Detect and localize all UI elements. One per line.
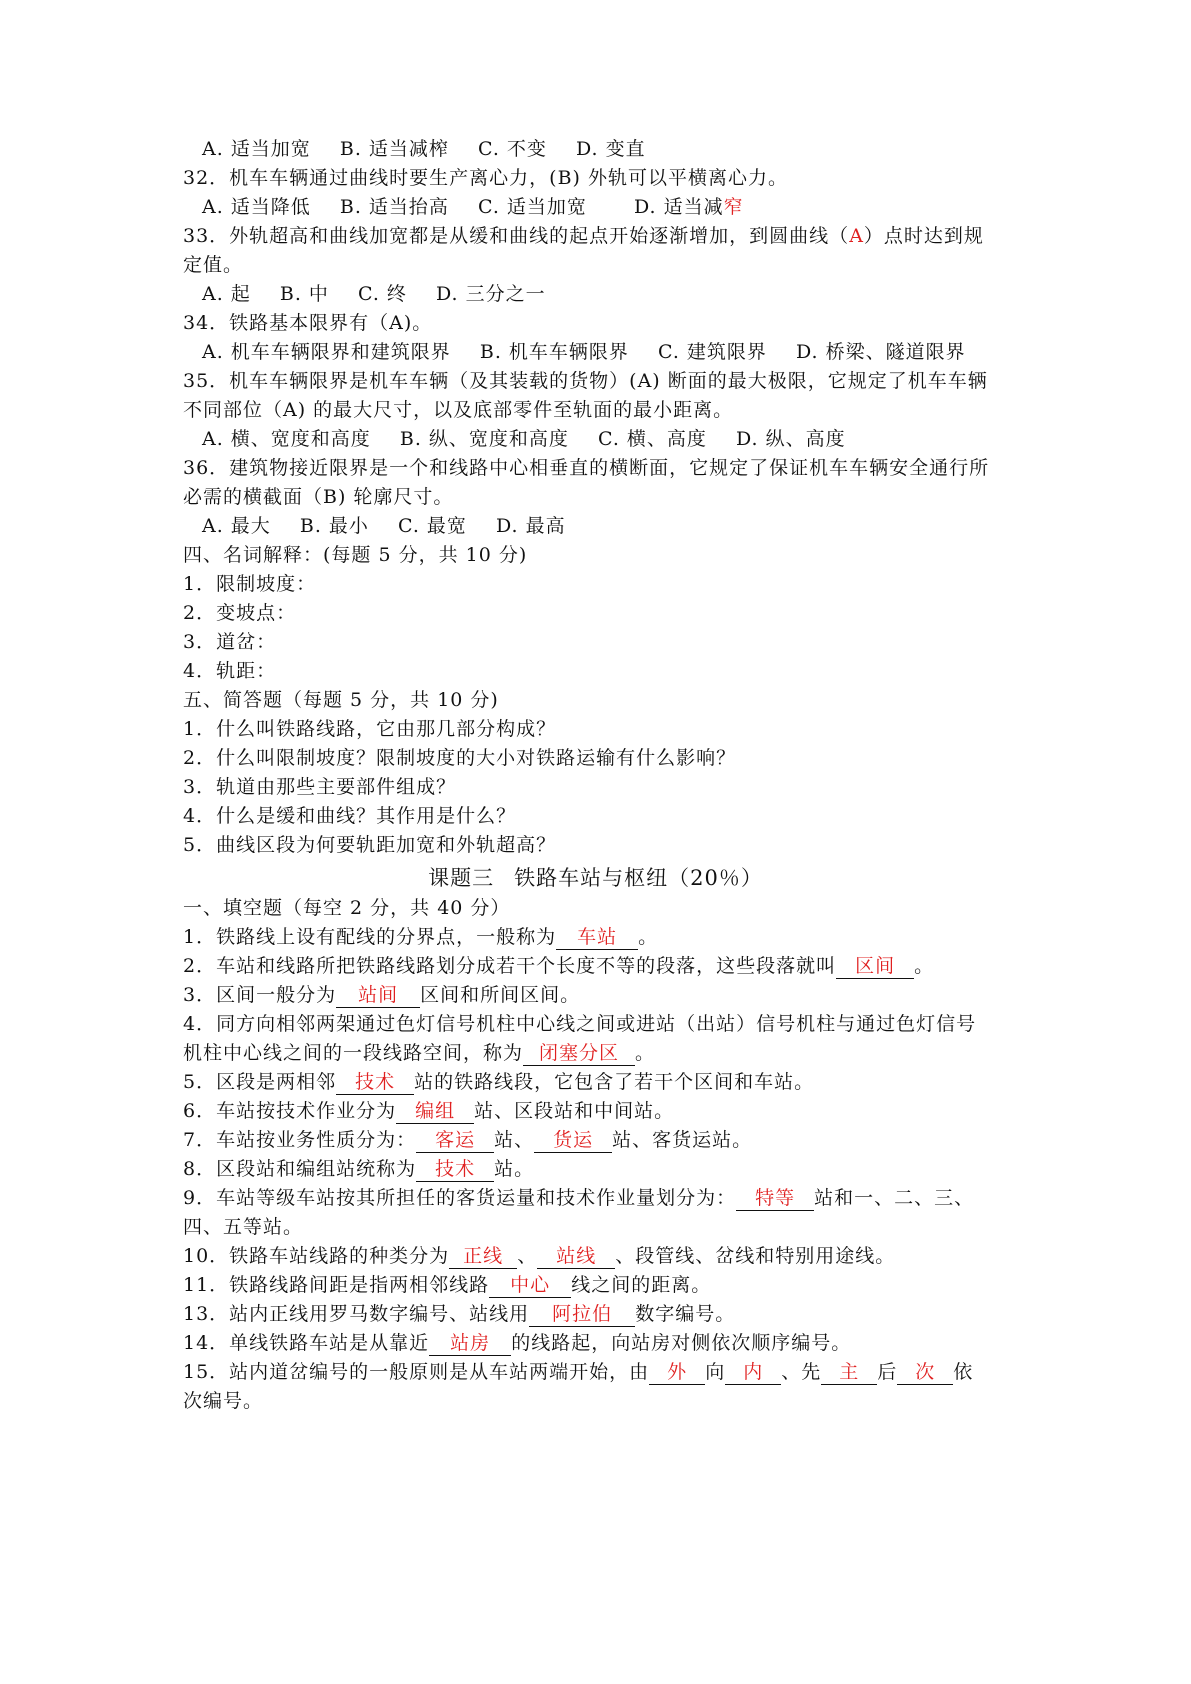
q35-option-d: D. 纵、高度	[735, 428, 846, 450]
q34-question: 34．铁路基本限界有（A)。	[183, 312, 433, 334]
fill-15-blank-4	[897, 1360, 953, 1385]
section5-item-1: 1．什么叫铁路线路，它由那几部分构成？	[183, 718, 557, 740]
q33-answer: A	[849, 225, 864, 247]
q31-option-c: C. 不变	[477, 138, 547, 160]
fill-13-answer: 阿拉伯	[552, 1303, 613, 1325]
fill-item-4-line2	[183, 1038, 1023, 1069]
fill-11-answer: 中心	[510, 1274, 551, 1296]
q32-option-b: B. 适当抬高	[339, 196, 449, 218]
q33-text-pre: 33．外轨超高和曲线加宽都是从缓和曲线的起点开始逐渐增加，到圆曲线（	[183, 225, 850, 247]
fill-10-blank-2	[537, 1244, 615, 1269]
fill-item-14	[183, 1328, 1023, 1359]
section5-item-2: 2．什么叫限制坡度？限制坡度的大小对铁路运输有什么影响？	[183, 747, 737, 769]
fill-10-answer-2: 站线	[556, 1245, 597, 1267]
q36-option-b: B. 最小	[299, 515, 369, 537]
fill-3-answer: 站间	[358, 984, 399, 1006]
fill-2-end: 。	[914, 955, 935, 977]
fill-11-end: 线之间的距离。	[571, 1274, 712, 1296]
fill-3-blank	[336, 983, 420, 1008]
fill-item-4-line1: 4．同方向相邻两架通过色灯信号机柱中心线之间或进站（出站）信号机柱与通过色灯信号	[183, 1013, 977, 1035]
fill-7-answer-1: 客运	[435, 1129, 476, 1151]
fill-2-answer: 区间	[855, 955, 896, 977]
fill-5-blank	[336, 1070, 414, 1095]
q34-option-d: D. 桥梁、隧道限界	[795, 341, 966, 363]
q33-text-post: ）点时达到规	[863, 225, 984, 247]
q35-option-b: B. 纵、宽度和高度	[399, 428, 569, 450]
q35-option-a: A. 横、宽度和高度	[202, 428, 371, 450]
q35-option-c: C. 横、高度	[597, 428, 707, 450]
fill-15-answer-2: 内	[743, 1361, 764, 1383]
fill-8-end: 站。	[494, 1158, 535, 1180]
fill-1-blank	[556, 925, 638, 950]
fill-15-answer-3: 主	[839, 1361, 860, 1383]
fill-4-answer: 闭塞分区	[539, 1042, 620, 1064]
section5-heading: 五、简答题（每题 5 分，共 10 分)	[183, 689, 499, 711]
fill-4-blank	[523, 1041, 635, 1066]
fill-item-10	[183, 1241, 1023, 1272]
fill-item-13	[183, 1299, 1023, 1330]
fill-item-6	[183, 1096, 1023, 1127]
q33-question-line2: 定值。	[183, 254, 244, 276]
fill-15-blank-1	[649, 1360, 705, 1385]
q36-option-a: A. 最大	[202, 515, 271, 537]
fill-5-answer: 技术	[355, 1071, 396, 1093]
fill-5-end: 站的铁路线段，它包含了若干个区间和车站。	[414, 1071, 815, 1093]
fill-14-answer: 站房	[450, 1332, 491, 1354]
fill-10-blank-1	[449, 1244, 517, 1269]
fill-14-text: 14．单线铁路车站是从靠近	[183, 1332, 430, 1354]
q36-option-c: C. 最宽	[397, 515, 467, 537]
fill-item-9-line2: 四、五等站。	[183, 1216, 304, 1238]
fill-6-answer: 编组	[415, 1100, 456, 1122]
fill-10-answer-1: 正线	[463, 1245, 504, 1267]
fill-7-end: 站、客货运站。	[612, 1129, 753, 1151]
fill-item-8	[183, 1154, 1023, 1185]
q31-options	[202, 134, 1042, 165]
fill-10-text: 10．铁路车站线路的种类分为	[183, 1245, 450, 1267]
fill-2-text: 2．车站和线路所把铁路线路划分成若干个长度不等的段落，这些段落就叫	[183, 955, 837, 977]
fill-14-end: 的线路起，向站房对侧依次顺序编号。	[511, 1332, 852, 1354]
section4-heading: 四、名词解释：(每题 5 分，共 10 分)	[183, 544, 528, 566]
fill-15-answer-1: 外	[667, 1361, 688, 1383]
section4-item-2: 2．变坡点：	[183, 602, 297, 624]
topic3-title	[0, 862, 1191, 894]
fill-15-text: 15．站内道岔编号的一般原则是从车站两端开始，由	[183, 1361, 650, 1383]
fill-8-blank	[416, 1157, 494, 1182]
fill-6-end: 站、区段站和中间站。	[474, 1100, 675, 1122]
q34-option-a: A. 机车车辆限界和建筑限界	[202, 341, 451, 363]
q32-options	[202, 192, 1042, 223]
fill-4-end: 。	[635, 1042, 656, 1064]
fill-3-text: 3．区间一般分为	[183, 984, 337, 1006]
fill-item-1	[183, 922, 1023, 953]
topic3-name: 铁路车站与枢纽（20％）	[514, 866, 763, 890]
q33-option-c: C. 终	[357, 283, 407, 305]
fill-7-blank-2	[534, 1128, 612, 1153]
q36-options	[202, 511, 1042, 542]
fill-1-answer: 车站	[577, 926, 618, 948]
fill-9-text: 9．车站等级车站按其所担任的客货运量和技术作业量划分为：	[183, 1187, 737, 1209]
q33-question-line1	[183, 221, 1023, 252]
fill-15-mid-1: 向	[705, 1361, 726, 1383]
fill-13-text: 13．站内正线用罗马数字编号、站线用	[183, 1303, 530, 1325]
fill-item-15	[183, 1357, 1023, 1388]
q36-option-d: D. 最高	[495, 515, 566, 537]
q32-option-a: A. 适当降低	[202, 196, 311, 218]
topic3-label: 课题三	[428, 866, 495, 890]
fill-15-answer-4: 次	[915, 1361, 936, 1383]
fill-7-blank-1	[416, 1128, 494, 1153]
fill-3-end: 区间和所间区间。	[420, 984, 581, 1006]
section4-item-4: 4．轨距：	[183, 660, 277, 682]
q32-option-d-text: D. 适当减	[633, 196, 724, 218]
q34-option-b: B. 机车车辆限界	[479, 341, 629, 363]
fill-15-blank-3	[821, 1360, 877, 1385]
q33-option-b: B. 中	[279, 283, 329, 305]
fill-2-blank	[836, 954, 914, 979]
q33-option-a: A. 起	[202, 283, 251, 305]
fill-7-text: 7．车站按业务性质分为：	[183, 1129, 417, 1151]
fill-9-answer: 特等	[755, 1187, 796, 1209]
section5-item-3: 3．轨道由那些主要部件组成？	[183, 776, 457, 798]
fill-13-blank	[529, 1302, 635, 1327]
fill-item-11	[183, 1270, 1023, 1301]
q32-question: 32．机车车辆通过曲线时要生产离心力，(B) 外轨可以平横离心力。	[183, 167, 789, 189]
q33-options	[202, 279, 1042, 310]
q32-option-d	[634, 196, 744, 218]
q32-option-d-answer: 窄	[723, 196, 744, 218]
q34-options	[202, 337, 1042, 368]
fill-15-blank-2	[725, 1360, 781, 1385]
fill-8-text: 8．区段站和编组站统称为	[183, 1158, 417, 1180]
q34-option-c: C. 建筑限界	[657, 341, 767, 363]
section5-item-5: 5．曲线区段为何要轨距加宽和外轨超高？	[183, 834, 557, 856]
fill-13-end: 数字编号。	[635, 1303, 736, 1325]
q35-question-line2: 不同部位（A) 的最大尺寸，以及底部零件至轨面的最小距离。	[183, 399, 734, 421]
fill-1-text: 1．铁路线上设有配线的分界点，一般称为	[183, 926, 557, 948]
fill-5-text: 5．区段是两相邻	[183, 1071, 337, 1093]
fill-15-mid-3: 后	[877, 1361, 898, 1383]
fill-11-blank	[489, 1273, 571, 1298]
q35-question-line1: 35．机车车辆限界是机车车辆（及其装载的货物）(A) 断面的最大极限，它规定了机车车辆	[183, 370, 988, 392]
q36-question-line1: 36．建筑物接近限界是一个和线路中心相垂直的横断面，它规定了保证机车车辆安全通行所	[183, 457, 990, 479]
fill-7-answer-2: 货运	[553, 1129, 594, 1151]
fill-15-end: 依	[953, 1361, 974, 1383]
fill-item-5	[183, 1067, 1023, 1098]
fill-item-2	[183, 951, 1023, 982]
fill-item-7	[183, 1125, 1023, 1156]
fill-item-15-line2: 次编号。	[183, 1390, 264, 1412]
q36-question-line2: 必需的横截面（B) 轮廓尺寸。	[183, 486, 454, 508]
fill-11-text: 11．铁路线路间距是指两相邻线路	[183, 1274, 490, 1296]
fill-6-blank	[396, 1099, 474, 1124]
section4-item-3: 3．道岔：	[183, 631, 277, 653]
fill-10-mid: 、	[517, 1245, 538, 1267]
fill-heading: 一、填空题（每空 2 分，共 40 分）	[183, 897, 511, 919]
fill-9-blank	[736, 1186, 814, 1211]
fill-10-end: 、段管线、岔线和特别用途线。	[615, 1245, 896, 1267]
fill-15-mid-2: 、先	[781, 1361, 822, 1383]
fill-7-mid: 站、	[494, 1129, 535, 1151]
q31-option-a: A. 适当加宽	[202, 138, 311, 160]
q31-option-d: D. 变直	[575, 138, 646, 160]
fill-6-text: 6．车站按技术作业分为	[183, 1100, 397, 1122]
fill-14-blank	[429, 1331, 511, 1356]
q33-option-d: D. 三分之一	[435, 283, 546, 305]
fill-1-end: 。	[638, 926, 659, 948]
fill-8-answer: 技术	[435, 1158, 476, 1180]
section4-item-1: 1．限制坡度：	[183, 573, 317, 595]
fill-item-3	[183, 980, 1023, 1011]
q31-option-b: B. 适当减榨	[339, 138, 449, 160]
section5-item-4: 4．什么是缓和曲线？其作用是什么？	[183, 805, 517, 827]
fill-9-end: 站和一、二、三、	[814, 1187, 975, 1209]
fill-item-9	[183, 1183, 1023, 1214]
q35-options	[202, 424, 1042, 455]
fill-4-text: 机柱中心线之间的一段线路空间，称为	[183, 1042, 524, 1064]
q32-option-c: C. 适当加宽	[477, 196, 587, 218]
